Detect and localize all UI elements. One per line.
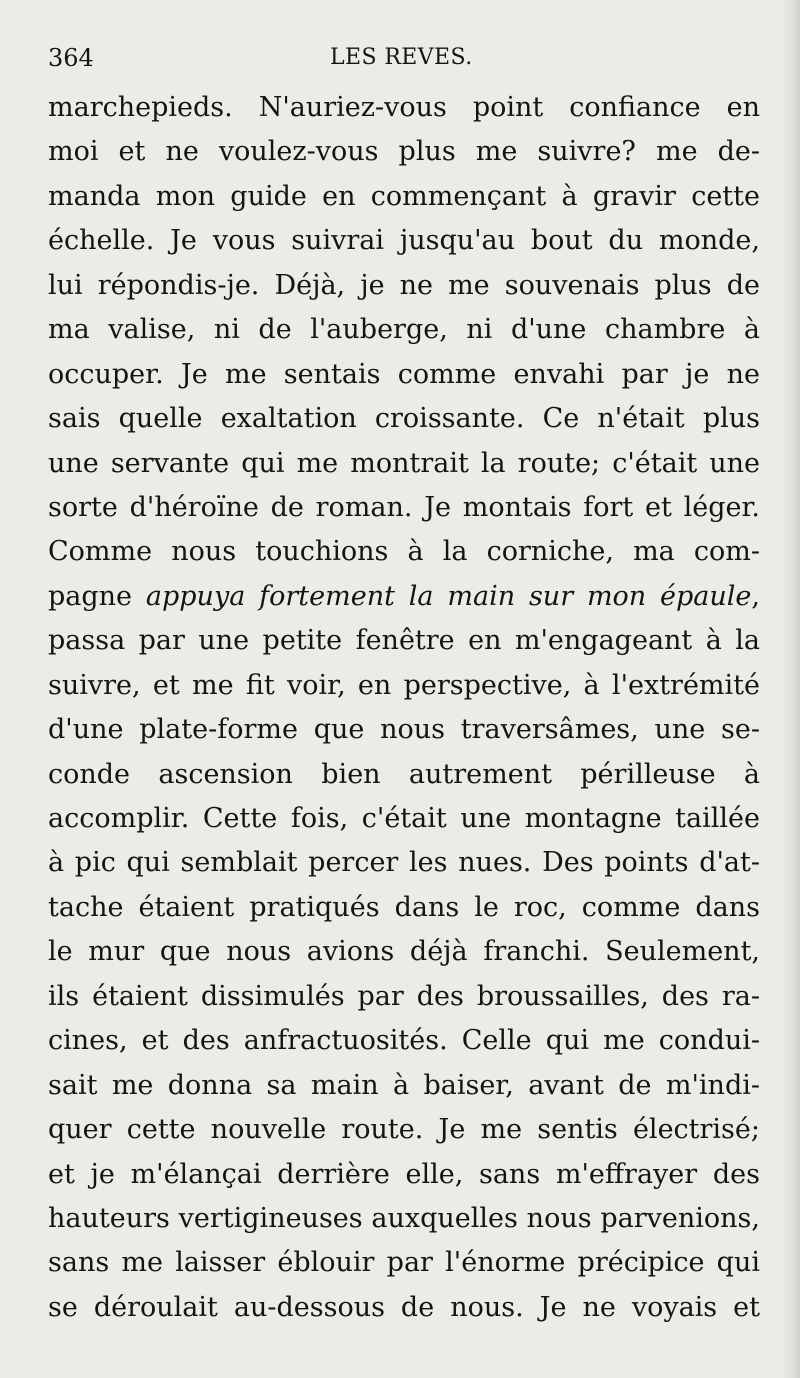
text-line: échelle. Je vous suivrai jusqu'au bout du monde, <box>48 225 760 257</box>
text-line: et je m'élançai derrière elle, sans m'effrayer des <box>48 1158 760 1190</box>
line-pre-text: pagne <box>48 580 146 612</box>
running-head: LES REVES. <box>330 45 473 70</box>
text-line: ils étaient dissimulés par des broussailles, des ra- <box>48 980 760 1012</box>
body-text <box>48 86 760 1330</box>
text-line: ma valise, ni de l'auberge, ni d'une chambre à <box>48 314 760 346</box>
text-line: marchepieds. N'auriez-vous point confiance en <box>48 92 760 123</box>
page-header <box>48 44 758 80</box>
italic-phrase: appuya fortement la main sur mon épaule <box>145 580 752 612</box>
text-line: à pic qui semblait percer les nues. Des points d'at- <box>48 847 760 879</box>
text-line: le mur que nous avions déjà franchi. Seulement, <box>48 936 760 968</box>
page-number: 364 <box>48 44 94 72</box>
text-line: d'une plate-forme que nous traversâmes, une se- <box>48 714 760 746</box>
text-line: cines, et des anfractuosités. Celle qui me condui- <box>48 1025 760 1057</box>
text-line: conde ascension bien autrement périlleuse à <box>48 758 760 790</box>
line-post-text: , <box>751 580 760 612</box>
text-line: hauteurs vertigineuses auxquelles nous parvenions, <box>48 1202 760 1234</box>
text-line: occuper. Je me sentais comme envahi par je ne <box>48 358 760 390</box>
text-line: sait me donna sa main à baiser, avant de m'indi- <box>48 1069 760 1101</box>
page-edge-shadow <box>782 0 800 1378</box>
text-line: tache étaient pratiqués dans le roc, comme dans <box>48 891 760 923</box>
text-line: suivre, et me fit voir, en perspective, à l'extrémité <box>48 669 760 701</box>
text-line: lui répondis-je. Déjà, je ne me souvenais plus de <box>48 269 760 301</box>
text-line: passa par une petite fenêtre en m'engageant à la <box>48 625 760 657</box>
text-line: Comme nous touchions à la corniche, ma com- <box>48 536 760 568</box>
text-line: sorte d'héroïne de roman. Je montais fort et léger. <box>48 491 760 523</box>
text-line: se déroulait au-dessous de nous. Je ne voyais et <box>48 1291 760 1323</box>
text-line: accomplir. Cette fois, c'était une montagne taillée <box>48 803 760 834</box>
text-line: une servante qui me montrait la route; c'était une <box>48 447 760 479</box>
text-line: manda mon guide en commençant à gravir cette <box>48 180 760 212</box>
text-line: sais quelle exaltation croissante. Ce n'était plus <box>48 403 760 435</box>
text-line: sans me laisser éblouir par l'énorme précipice qui <box>48 1247 760 1279</box>
text-line: moi et ne voulez-vous plus me suivre? me de- <box>48 136 760 168</box>
text-line: quer cette nouvelle route. Je me sentis électrisé; <box>48 1114 760 1146</box>
text-line-italic <box>48 575 760 619</box>
